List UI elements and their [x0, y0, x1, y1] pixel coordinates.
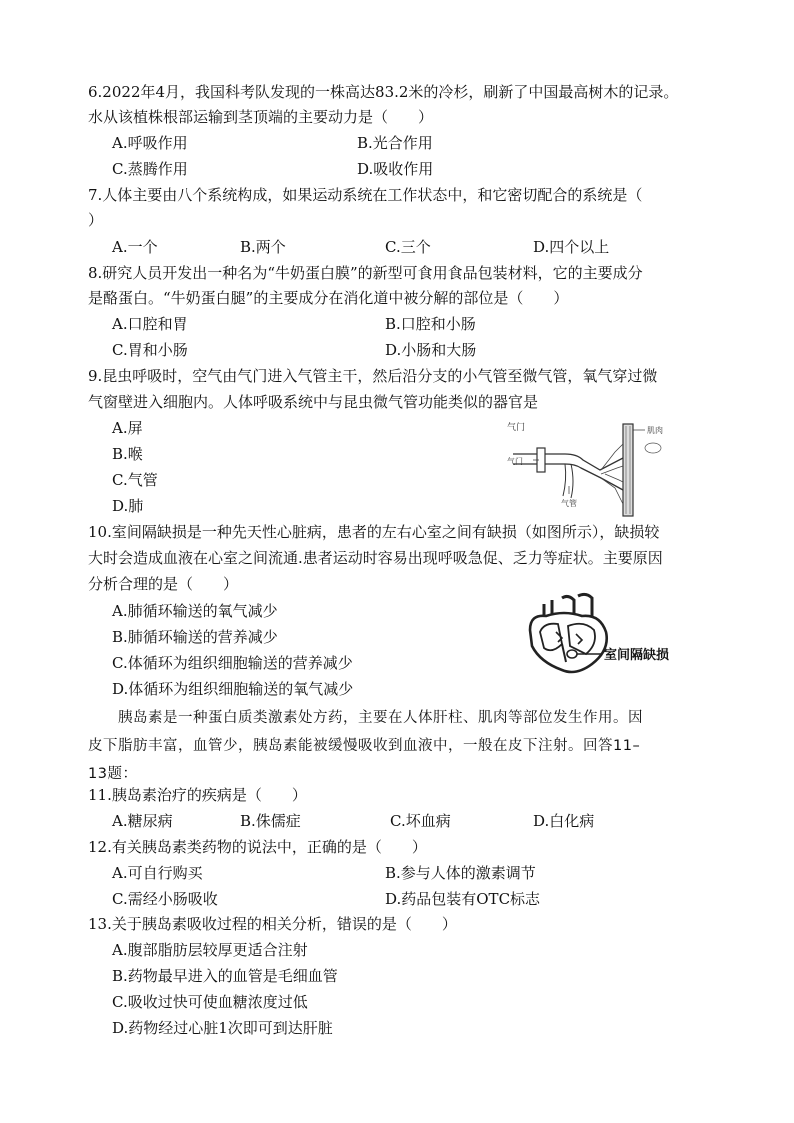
q13-option-a: A.腹部脂肪层较厚更适合注射	[112, 941, 308, 959]
q10-stem-line2: 大时会造成血液在心室之间流通.患者运动时容易出现呼吸急促、乏力等症状。主要原因	[88, 549, 663, 567]
q13-option-d: D.药物经过心脏1次即可到达肝脏	[112, 1019, 333, 1037]
q6-stem-line2: 水从该植株根部运输到茎顶端的主要动力是（ ）	[88, 108, 434, 126]
q10-option-b: B.肺循环输送的营养减少	[112, 628, 278, 646]
q12-stem: 12.有关胰岛素类药物的说法中，正确的是（ ）	[88, 838, 427, 856]
insect-figure-label-top-left: 气门	[507, 423, 526, 433]
q6-option-b: B.光合作用	[357, 134, 433, 152]
q11-stem: 11.胰岛素治疗的疾病是（ ）	[88, 786, 307, 804]
q10-stem-line1: 10.室间隔缺损是一种先天性心脏病，患者的左右心室之间有缺损（如图所示），缺损较	[88, 523, 660, 541]
q8-option-d: D.小肠和大肠	[385, 341, 477, 359]
q9-option-a: A.屏	[112, 419, 143, 437]
q7-option-c: C.三个	[385, 238, 431, 256]
q10-option-a: A.肺循环输送的氧气减少	[112, 602, 278, 620]
q12-option-a: A.可自行购买	[112, 864, 203, 882]
heart-figure-label: 室间隔缺损	[604, 648, 670, 663]
insect-trachea-figure	[505, 418, 680, 520]
q7-option-b: B.两个	[240, 238, 286, 256]
q10-option-c: C.体循环为组织细胞输送的营养减少	[112, 654, 353, 672]
q11-option-d: D.白化病	[533, 812, 595, 830]
q13-stem: 13.关于胰岛素吸收过程的相关分析，错误的是（ ）	[88, 915, 457, 933]
q6-option-d: D.吸收作用	[357, 160, 434, 178]
q9-option-c: C.气管	[112, 471, 158, 489]
q8-option-b: B.口腔和小肠	[385, 315, 476, 333]
passage-line1	[88, 704, 708, 732]
q10-option-d: D.体循环为组织细胞输送的氧气减少	[112, 680, 354, 698]
q13-option-c: C.吸收过快可使血糖浓度过低	[112, 993, 308, 1011]
q12-option-c: C.需经小肠吸收	[112, 890, 218, 908]
q9-stem-line2: 气窗壁进入细胞内。人体呼吸系统中与昆虫微气管功能类似的器官是	[88, 393, 539, 411]
q9-option-d: D.肺	[112, 497, 144, 515]
q9-option-b: B.喉	[112, 445, 143, 463]
passage-line2: 皮下脂肪丰富，血管少，胰岛素能被缓慢吸收到血液中，一般在皮下注射。回答11–	[88, 738, 641, 754]
passage-line3: 13题：	[88, 766, 138, 782]
q7-stem-line2: ）	[88, 211, 104, 229]
q11-option-c: C.坏血病	[390, 812, 451, 830]
q6-option-a: A.呼吸作用	[112, 134, 188, 152]
q8-option-a: A.口腔和胃	[112, 315, 188, 333]
q11-option-a: A.糖尿病	[112, 812, 173, 830]
insect-figure-label-left: 气门	[507, 457, 523, 466]
q7-stem-line1: 7.人体主要由八个系统构成，如果运动系统在工作状态中，和它密切配合的系统是（	[88, 186, 643, 204]
heart-septal-defect-figure	[522, 592, 702, 678]
q13-option-b: B.药物最早进入的血管是毛细血管	[112, 967, 338, 985]
q7-option-a: A.一个	[112, 238, 158, 256]
q12-option-d: D.药品包装有OTC标志	[385, 890, 541, 908]
q8-option-c: C.胃和小肠	[112, 341, 188, 359]
q6-stem-line1: 6.2022年4月，我国科考队发现的一株高达83.2米的冷杉，刷新了中国最高树木的记录。	[88, 83, 679, 101]
q6-option-c: C.蒸腾作用	[112, 160, 188, 178]
passage-text1: 胰岛素是一种蛋白质类激素处方药，主要在人体肝柱、肌肉等部位发生作用。因	[118, 710, 643, 726]
q7-option-d: D.四个以上	[533, 238, 610, 256]
q11-option-b: B.侏儒症	[240, 812, 301, 830]
q9-stem-line1: 9.昆虫呼吸时，空气由气门进入气管主干，然后沿分支的小气管至微气管，氧气穿过微	[88, 367, 658, 385]
q8-stem-line1: 8.研究人员开发出一种名为“牛奶蛋白膜”的新型可食用食品包装材料，它的主要成分	[88, 264, 643, 282]
q8-stem-line2: 是酪蛋白。“牛奶蛋白腿”的主要成分在消化道中被分解的部位是（ ）	[88, 289, 569, 307]
insect-figure-label-right: 肌肉	[647, 426, 663, 435]
q12-option-b: B.参与人体的激素调节	[385, 864, 536, 882]
insect-figure-label-bottom: 气管	[561, 499, 577, 508]
q10-stem-line3: 分析合理的是（ ）	[88, 575, 239, 593]
